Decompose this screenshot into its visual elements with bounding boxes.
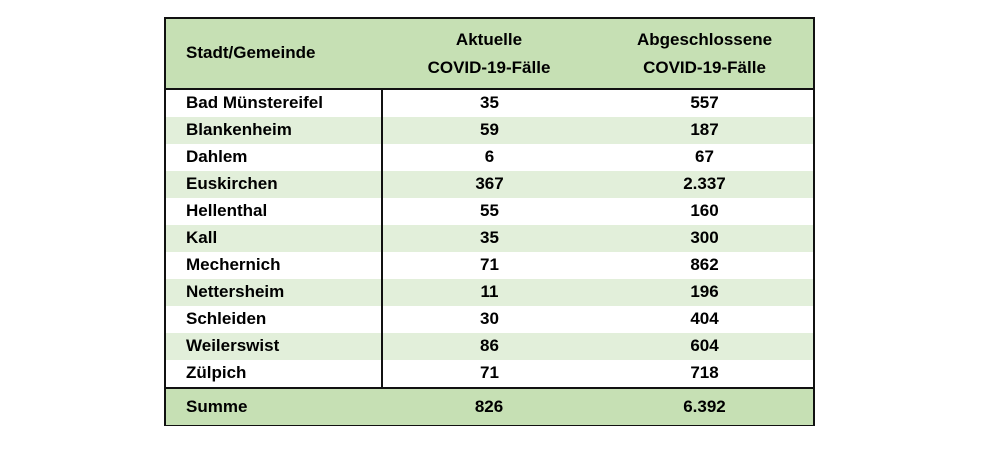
column-header-current-line2: COVID-19-Fälle — [427, 57, 551, 77]
current-cases-cell: 6 — [382, 144, 596, 171]
closed-cases-cell: 604 — [596, 333, 813, 360]
column-header-closed-line2: COVID-19-Fälle — [643, 57, 766, 77]
total-closed-cases: 6.392 — [596, 388, 813, 425]
table-footer — [166, 388, 813, 425]
column-header-closed-cases — [596, 19, 813, 89]
city-cell: Schleiden — [166, 306, 382, 333]
city-cell: Bad Münstereifel — [166, 89, 382, 117]
total-row — [166, 388, 813, 425]
city-cell: Hellenthal — [166, 198, 382, 225]
current-cases-cell: 59 — [382, 117, 596, 144]
table-row — [166, 198, 813, 225]
table-row — [166, 279, 813, 306]
closed-cases-cell: 557 — [596, 89, 813, 117]
city-cell: Euskirchen — [166, 171, 382, 198]
table-row — [166, 225, 813, 252]
column-header-current-cases — [382, 19, 596, 89]
closed-cases-cell: 2.337 — [596, 171, 813, 198]
column-header-closed-line1: Abgeschlossene — [636, 29, 773, 49]
table-row — [166, 333, 813, 360]
header-row — [166, 19, 813, 89]
table-row — [166, 171, 813, 198]
closed-cases-cell: 187 — [596, 117, 813, 144]
current-cases-cell: 35 — [382, 89, 596, 117]
table-row — [166, 89, 813, 117]
closed-cases-cell: 718 — [596, 360, 813, 388]
column-header-city: Stadt/Gemeinde — [166, 19, 382, 89]
city-cell: Weilerswist — [166, 333, 382, 360]
city-cell: Zülpich — [166, 360, 382, 388]
table-row — [166, 360, 813, 388]
current-cases-cell: 367 — [382, 171, 596, 198]
total-current-cases: 826 — [382, 388, 596, 425]
covid-table — [166, 19, 813, 425]
table-row — [166, 144, 813, 171]
city-cell: Mechernich — [166, 252, 382, 279]
closed-cases-cell: 67 — [596, 144, 813, 171]
table-row — [166, 252, 813, 279]
current-cases-cell: 30 — [382, 306, 596, 333]
current-cases-cell: 55 — [382, 198, 596, 225]
current-cases-cell: 71 — [382, 360, 596, 388]
closed-cases-cell: 160 — [596, 198, 813, 225]
table-row — [166, 306, 813, 333]
current-cases-cell: 71 — [382, 252, 596, 279]
city-cell: Dahlem — [166, 144, 382, 171]
city-cell: Nettersheim — [166, 279, 382, 306]
closed-cases-cell: 404 — [596, 306, 813, 333]
closed-cases-cell: 196 — [596, 279, 813, 306]
column-header-current-line1: Aktuelle — [455, 29, 523, 49]
city-cell: Kall — [166, 225, 382, 252]
closed-cases-cell: 300 — [596, 225, 813, 252]
total-label: Summe — [166, 388, 382, 425]
current-cases-cell: 86 — [382, 333, 596, 360]
table-header — [166, 19, 813, 89]
table-body — [166, 89, 813, 388]
current-cases-cell: 11 — [382, 279, 596, 306]
covid-cases-table — [164, 17, 815, 426]
current-cases-cell: 35 — [382, 225, 596, 252]
table-row — [166, 117, 813, 144]
closed-cases-cell: 862 — [596, 252, 813, 279]
city-cell: Blankenheim — [166, 117, 382, 144]
